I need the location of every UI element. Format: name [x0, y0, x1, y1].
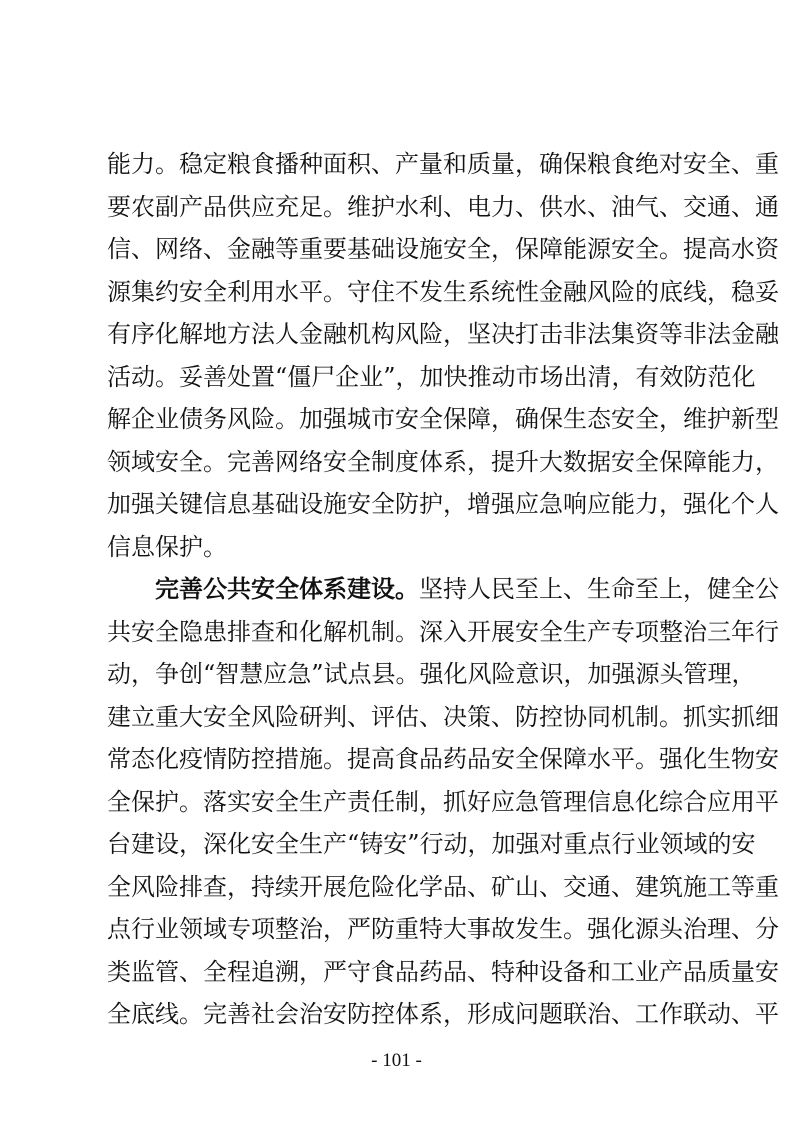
paragraph-line: 源集约安全利用水平。守住不发生系统性金融风险的底线，稳妥	[107, 278, 779, 306]
paragraph-line: 建立重大安全风险研判、评估、决策、防控协同机制。抓实抓细	[107, 703, 779, 731]
paragraph-line: 台建设，深化安全生产“铸安”行动，加强对重点行业领域的安	[107, 830, 756, 858]
section-heading: 完善公共安全体系建设。	[155, 574, 419, 603]
paragraph-line: 动，争创“智慧应急”试点县。强化风险意识，加强源头管理，	[107, 660, 756, 688]
paragraph-line: 能力。稳定粮食播种面积、产量和质量，确保粮食绝对安全、重	[107, 150, 779, 178]
paragraph-line: 全底线。完善社会治安防控体系，形成问题联治、工作联动、平	[107, 1000, 779, 1028]
paragraph-line: 类监管、全程追溯，严守食品药品、特种设备和工业产品质量安	[107, 958, 779, 986]
paragraph-line: 点行业领域专项整治，严防重特大事故发生。强化源头治理、分	[107, 915, 779, 943]
section-first-line	[155, 574, 779, 603]
paragraph-line: 全风险排查，持续开展危险化学品、矿山、交通、建筑施工等重	[107, 873, 779, 901]
paragraph-line: 信息保护。	[107, 533, 227, 561]
paragraph-line: 有序化解地方法人金融机构风险，坚决打击非法集资等非法金融	[107, 320, 779, 348]
paragraph-line: 信、网络、金融等重要基础设施安全，保障能源安全。提高水资	[107, 235, 779, 263]
paragraph-line: 加强关键信息基础设施安全防护，增强应急响应能力，强化个人	[107, 490, 779, 518]
paragraph-line: 常态化疫情防控措施。提高食品药品安全保障水平。强化生物安	[107, 745, 779, 773]
section-text: 坚持人民至上、生命至上，健全公	[419, 575, 779, 603]
paragraph-line: 要农副产品供应充足。维护水利、电力、供水、油气、交通、通	[107, 193, 779, 221]
paragraph-line: 全保护。落实安全生产责任制，抓好应急管理信息化综合应用平	[107, 788, 779, 816]
paragraph-line: 共安全隐患排查和化解机制。深入开展安全生产专项整治三年行	[107, 618, 779, 646]
page-number: - 101 -	[371, 1050, 422, 1071]
paragraph-line: 解企业债务风险。加强城市安全保障，确保生态安全，维护新型	[107, 405, 779, 433]
paragraph-line: 活动。妥善处置“僵尸企业”，加快推动市场出清，有效防范化	[107, 363, 756, 391]
paragraph-line: 领域安全。完善网络安全制度体系，提升大数据安全保障能力，	[107, 448, 779, 476]
